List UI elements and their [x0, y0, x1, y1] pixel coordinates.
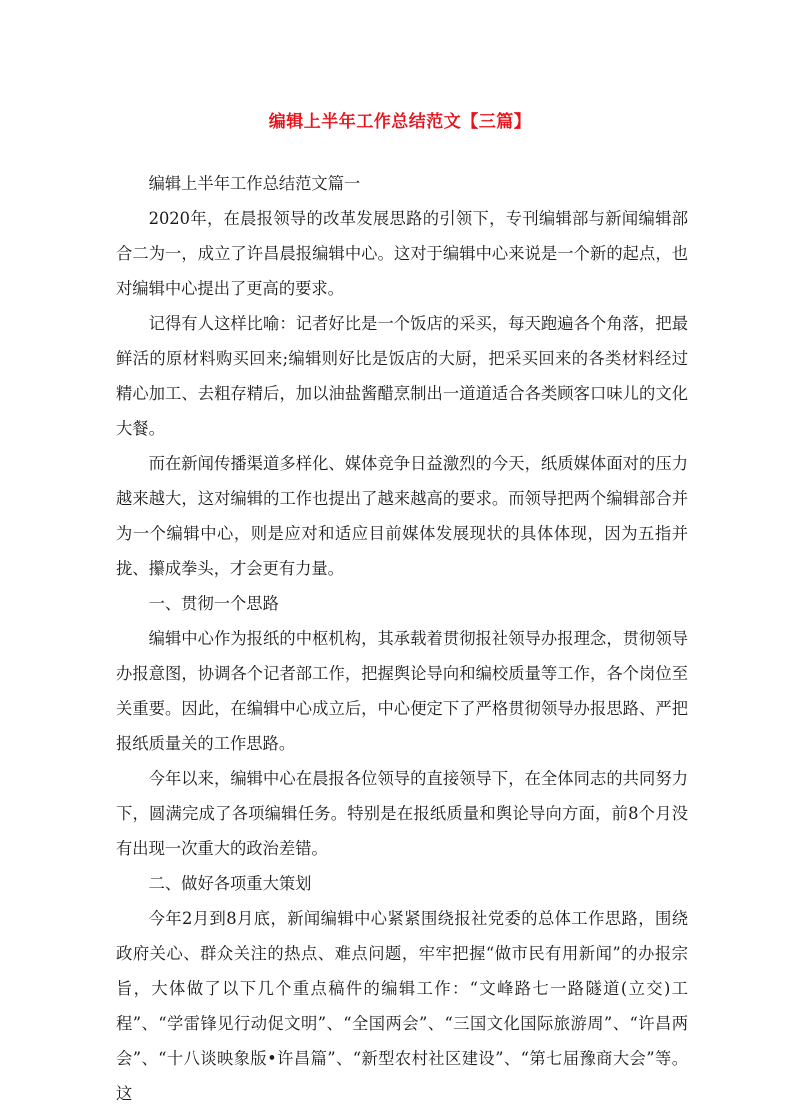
- section-heading-two: 二、做好各项重大策划: [148, 874, 312, 893]
- paragraph-major-planning: 今年2月到8月底，新闻编辑中心紧紧围绕报社党委的总体工作思路，围绕政府关心、群众关注的热点、难点问题，牢牢把握“做市民有用新闻”的办报宗旨，大体做了以下几个重点稿件的编辑工作：“文峰路七一路隧道(立交)工程”、“学雷锋见行动促文明”、“全国两会”、“三国文化国际旅游周”、“许昌两会”、“十八谈映象版•许昌篇”、“新型农村社区建设”、“第七届豫商大会”等。这: [116, 909, 688, 1103]
- section-heading-article-one: 编辑上半年工作总结范文篇一: [148, 174, 361, 193]
- section-heading-one: 一、贯彻一个思路: [148, 594, 279, 613]
- paragraph-metaphor: 记得有人这样比喻：记者好比是一个饭店的采买，每天跑遍各个角落，把最鲜活的原材料购买回来;编辑则好比是饭店的大厨，把采买回来的各类材料经过精心加工、去粗存精后，加以油盐酱醋烹制出一道道适合各类顾客口味儿的文化大餐。: [116, 314, 688, 438]
- paragraph-intro: 2020年，在晨报领导的改革发展思路的引领下，专刊编辑部与新闻编辑部合二为一，成立了许昌晨报编辑中心。这对于编辑中心来说是一个新的起点，也对编辑中心提出了更高的要求。: [116, 209, 688, 298]
- paragraph-media-pressure: 而在新闻传播渠道多样化、媒体竞争日益激烈的今天，纸质媒体面对的压力越来越大，这对编辑的工作也提出了越来越高的要求。而领导把两个编辑部合并为一个编辑中心，则是应对和适应目前媒体发展现状的具体体现，因为五指并拢、攥成拳头，才会更有力量。: [116, 454, 688, 578]
- document-title: 编辑上半年工作总结范文【三篇】: [268, 112, 532, 132]
- paragraph-achievements: 今年以来，编辑中心在晨报各位领导的直接领导下，在全体同志的共同努力下，圆满完成了各项编辑任务。特别是在报纸质量和舆论导向方面，前8个月没有出现一次重大的政治差错。: [116, 769, 688, 858]
- paragraph-editing-center-role: 编辑中心作为报纸的中枢机构，其承载着贯彻报社领导办报理念，贯彻领导办报意图，协调各个记者部工作，把握舆论导向和编校质量等工作，各个岗位至关重要。因此，在编辑中心成立后，中心便定下了严格贯彻领导办报思路、严把报纸质量关的工作思路。: [116, 629, 688, 753]
- document-body: [116, 166, 688, 1111]
